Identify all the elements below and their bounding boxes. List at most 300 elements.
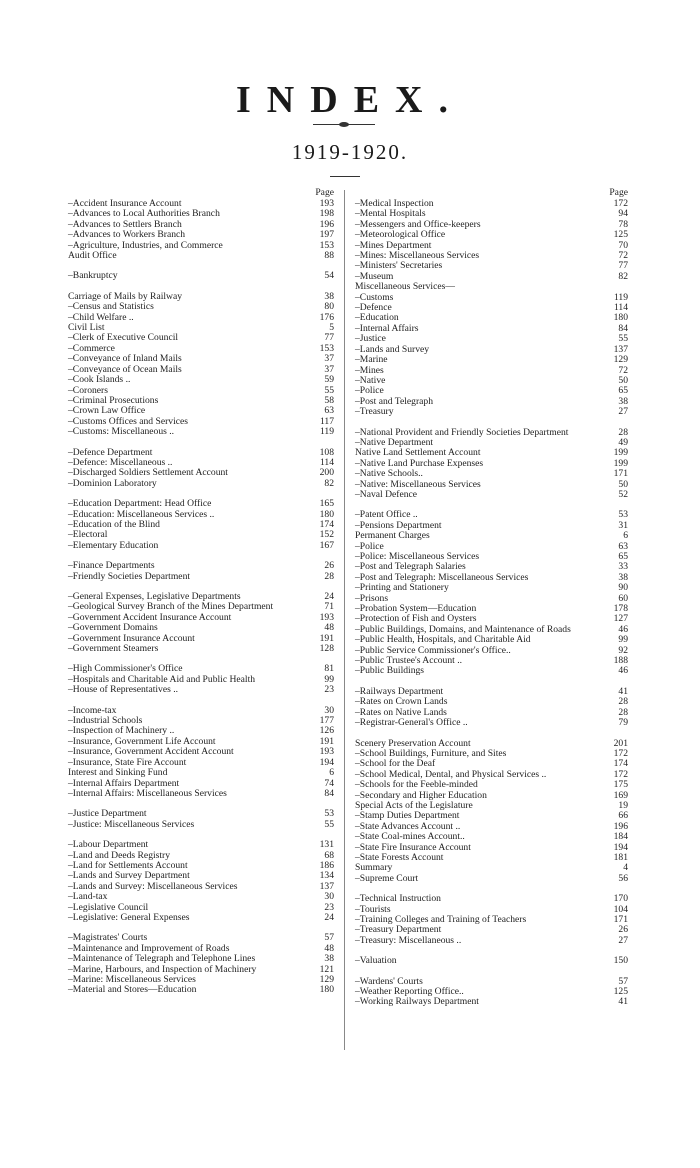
entry-title: –Census and Statistics — [68, 301, 154, 313]
entry-page-number: 56 — [618, 872, 628, 884]
entry-page-number: 196 — [613, 820, 628, 832]
entry-title: –Messengers and Office-keepers — [355, 218, 481, 230]
index-entry — [68, 789, 336, 799]
entry-page-number: 63 — [618, 540, 628, 552]
entry-page-number: 194 — [319, 756, 334, 768]
entry-title: –Lands and Survey Department — [68, 870, 190, 882]
entry-page-number: 167 — [319, 539, 334, 551]
entry-title: –Lands and Survey: Miscellaneous Services — [68, 880, 238, 892]
entry-page-number: 38 — [618, 571, 628, 583]
entry-page-number: 30 — [324, 891, 334, 903]
entry-page-number: 41 — [618, 996, 628, 1008]
entry-page-number: 68 — [324, 849, 334, 861]
entry-page-number: 55 — [324, 384, 334, 396]
entry-title: –Land for Settlements Account — [68, 859, 188, 871]
entry-title: –Cook Islands .. — [68, 374, 131, 386]
entry-page-number: 28 — [324, 570, 334, 582]
entry-page-number: 126 — [319, 725, 334, 737]
entry-page-number: 55 — [324, 818, 334, 830]
index-entry — [355, 666, 630, 676]
entry-page-number: 94 — [618, 208, 628, 220]
entry-title: –Patent Office .. — [355, 509, 418, 521]
entry-page-number: 114 — [613, 302, 628, 314]
entry-title: –Tourists — [355, 903, 391, 915]
entry-page-number: 125 — [613, 229, 628, 241]
entry-title: –Treasury: Miscellaneous .. — [355, 934, 462, 946]
entry-title: Miscellaneous Services— — [355, 281, 455, 293]
entry-title: –Labour Department — [68, 839, 149, 851]
index-entry — [68, 882, 336, 892]
entry-page-number: 184 — [613, 831, 628, 843]
column-divider — [344, 190, 345, 1050]
entry-title: –Weather Reporting Office.. — [355, 986, 464, 998]
entry-title: –Accident Insurance Account — [68, 198, 182, 209]
entry-page-number: 193 — [319, 611, 334, 623]
entry-title: –Friendly Societies Department — [68, 570, 191, 582]
entry-title: –Stamp Duties Department — [355, 810, 460, 822]
entry-title: –Government Accident Insurance Account — [68, 611, 232, 623]
entry-page-number: 33 — [618, 561, 628, 573]
entry-page-number: 178 — [613, 603, 628, 615]
entry-page-number: 194 — [613, 841, 628, 853]
entry-page-number: 153 — [319, 342, 334, 354]
entry-title: –Public Buildings, Domains, and Maintenance of Roads — [355, 623, 571, 635]
entry-page-number: 193 — [319, 746, 334, 758]
entry-title: –Geological Survey Branch of the Mines Department — [68, 601, 274, 613]
entry-title: –Police — [355, 385, 384, 397]
entry-title: –Marine: Miscellaneous Services — [68, 974, 196, 985]
entry-title: –Government Domains — [68, 622, 158, 634]
entry-page-number: 27 — [618, 406, 628, 418]
entry-title: Summary — [355, 862, 393, 874]
entry-page-number: 50 — [618, 374, 628, 386]
entry-title: –Protection of Fish and Oysters — [355, 613, 477, 625]
left-index-column — [68, 188, 336, 996]
entry-page-number: 171 — [613, 914, 628, 925]
entry-title: –Conveyance of Inland Mails — [68, 353, 182, 365]
entry-page-number: 46 — [618, 665, 628, 677]
year-heading: 1919-1920. — [291, 140, 409, 164]
entry-page-number: 58 — [324, 394, 334, 406]
index-entry — [355, 397, 630, 407]
entry-title: –Defence Department — [68, 446, 153, 458]
entry-page-number: 169 — [613, 789, 628, 801]
entry-title: –Ministers' Secretaries — [355, 260, 443, 272]
entry-title: –Internal Affairs: Miscellaneous Services — [68, 787, 227, 799]
entry-page-number: 26 — [618, 924, 628, 936]
entry-page-number: 38 — [324, 953, 334, 965]
index-entry — [355, 345, 630, 355]
index-entry — [355, 718, 630, 728]
entry-title: –Commerce — [68, 342, 115, 354]
entry-page-number: 23 — [324, 684, 334, 696]
entry-page-number: 57 — [324, 932, 334, 944]
entry-page-number: 177 — [319, 715, 334, 727]
entry-title: –Treasury — [355, 406, 394, 418]
entry-title: Permanent Charges — [355, 530, 430, 542]
index-entry — [68, 572, 336, 582]
entry-page-number: 84 — [324, 787, 334, 799]
entry-title: –Mines Department — [355, 239, 432, 251]
entry-title: –Schools for the Feeble-minded — [355, 779, 478, 791]
entry-title: –Education: Miscellaneous Services .. — [68, 508, 215, 520]
entry-title: –Post and Telegraph: Miscellaneous Services — [355, 571, 529, 583]
entry-title: Native Land Settlement Account — [355, 447, 481, 459]
entry-title: –Land-tax — [68, 891, 108, 903]
entry-title: –Native Schools.. — [355, 468, 423, 480]
entry-title: –Government Insurance Account — [68, 632, 195, 644]
entry-title: –Marine, Harbours, and Inspection of Machinery — [68, 963, 257, 975]
entry-page-number: 28 — [618, 426, 628, 438]
entry-page-number: 119 — [319, 426, 334, 438]
entry-page-number: 186 — [319, 859, 334, 871]
entry-title: –Maintenance of Telegraph and Telephone Lines — [68, 953, 256, 965]
index-entry — [68, 541, 336, 551]
entry-title: –Wardens' Courts — [355, 975, 423, 987]
entry-title: –Electoral — [68, 529, 108, 541]
index-entry — [355, 376, 630, 386]
entry-title: –School Medical, Dental, and Physical Services .. — [355, 768, 547, 780]
entry-page-number: 201 — [613, 737, 628, 749]
entry-page-number: 5 — [329, 322, 334, 334]
entry-page-number: 90 — [618, 582, 628, 594]
entry-title: –Insurance, State Fire Account — [68, 756, 187, 768]
page-column-header: Page — [609, 187, 628, 198]
entry-page-number: 88 — [324, 250, 334, 262]
entry-title: –Defence — [355, 302, 392, 314]
entry-page-number: 31 — [618, 519, 628, 531]
index-entry — [355, 531, 630, 541]
entry-page-number: 181 — [613, 851, 628, 863]
index-entry — [355, 936, 630, 946]
entry-title: –Customs — [355, 291, 394, 303]
entry-title: –Working Railways Department — [355, 996, 479, 1008]
entry-title: –High Commissioner's Office — [68, 663, 183, 675]
entry-page-number: 121 — [319, 963, 334, 975]
entry-title: –Marine — [355, 354, 388, 366]
entry-title: –Clerk of Executive Council — [68, 332, 179, 344]
entry-page-number: 131 — [319, 839, 334, 851]
index-entry — [355, 956, 630, 966]
entry-title: –Advances to Workers Branch — [68, 229, 186, 241]
entry-title: –Medical Inspection — [355, 198, 434, 209]
index-entry — [68, 820, 336, 830]
entry-page-number: 4 — [623, 862, 628, 874]
entry-title: –General Expenses, Legislative Departments — [68, 591, 241, 602]
entry-title: –National Provident and Friendly Societies Department — [355, 426, 569, 438]
entry-title: –Registrar-General's Office .. — [355, 717, 468, 729]
entry-title: –Probation System—Education — [355, 603, 477, 615]
entry-page-number: 63 — [324, 405, 334, 417]
entry-page-number: 152 — [319, 529, 334, 541]
index-entry — [355, 997, 630, 1007]
entry-page-number: 137 — [319, 880, 334, 892]
index-entry — [68, 840, 336, 850]
page-column-header: Page — [315, 187, 334, 198]
entry-page-number: 70 — [618, 239, 628, 251]
entry-page-number: 6 — [329, 767, 334, 779]
entry-page-number: 66 — [618, 810, 628, 822]
entry-page-number: 180 — [319, 984, 334, 996]
entry-page-number: 38 — [618, 395, 628, 407]
entry-title: –Post and Telegraph — [355, 395, 434, 407]
entry-page-number: 128 — [319, 643, 334, 655]
entry-page-number: 50 — [618, 478, 628, 490]
entry-title: –Advances to Local Authorities Branch — [68, 208, 220, 220]
entry-page-number: 174 — [613, 758, 628, 770]
entry-title: –Criminal Prosecutions — [68, 394, 159, 406]
entry-title: –Rates on Native Lands — [355, 706, 447, 718]
entry-title: –Pensions Department — [355, 519, 442, 531]
entry-title: –Justice Department — [68, 808, 147, 820]
entry-page-number: 57 — [618, 975, 628, 987]
entry-page-number: 153 — [319, 239, 334, 251]
index-entry — [68, 251, 336, 261]
index-entry — [355, 282, 630, 292]
index-entry — [355, 355, 630, 365]
entry-page-number: 30 — [324, 704, 334, 716]
entry-title: –Public Health, Hospitals, and Charitable Aid — [355, 634, 531, 646]
index-entry — [68, 499, 336, 509]
index-entry — [68, 271, 336, 281]
entry-title: –School for the Deaf — [355, 758, 436, 770]
entry-page-number: 27 — [618, 934, 628, 946]
entry-title: –Education — [355, 312, 399, 324]
entry-title: –Native Land Purchase Expenses — [355, 457, 484, 469]
entry-title: –Crown Law Office — [68, 405, 146, 417]
entry-title: –Naval Defence — [355, 488, 418, 500]
entry-page-number: 196 — [319, 218, 334, 230]
index-entry — [355, 407, 630, 417]
entry-title: Audit Office — [68, 250, 117, 262]
entry-title: –Finance Departments — [68, 560, 155, 572]
entry-title: –Rates on Crown Lands — [355, 696, 448, 708]
index-entry — [355, 894, 630, 904]
entry-page-number: 99 — [618, 634, 628, 646]
entry-page-number: 117 — [319, 415, 334, 427]
entry-page-number: 82 — [324, 477, 334, 489]
entry-title: –Inspection of Machinery .. — [68, 725, 175, 737]
entry-page-number: 199 — [613, 457, 628, 469]
entry-title: –Mental Hospitals — [355, 208, 426, 220]
index-entry — [355, 780, 630, 790]
page-title: INDEX. — [236, 79, 464, 121]
entry-title: –Native: Miscellaneous Services — [355, 478, 481, 490]
entry-page-number: 77 — [618, 260, 628, 272]
entry-title: –Industrial Schools — [68, 715, 143, 727]
entry-page-number: 24 — [324, 591, 334, 602]
entry-page-number: 28 — [618, 696, 628, 708]
entry-page-number: 171 — [613, 468, 628, 480]
entry-title: –Bankruptcy — [68, 270, 118, 282]
short-rule — [330, 176, 360, 177]
entry-title: –State Advances Account .. — [355, 820, 461, 832]
entry-title: –Magistrates' Courts — [68, 932, 148, 944]
entry-title: –Material and Stores—Education — [68, 984, 197, 996]
entry-title: –Justice: Miscellaneous Services — [68, 818, 195, 830]
entry-title: –Child Welfare .. — [68, 311, 134, 323]
entry-page-number: 37 — [324, 363, 334, 375]
entry-page-number: 119 — [613, 291, 628, 303]
entry-page-number: 48 — [324, 622, 334, 634]
index-entry — [68, 685, 336, 695]
entry-page-number: 150 — [613, 955, 628, 967]
entry-title: –Government Steamers — [68, 643, 159, 655]
entry-page-number: 99 — [324, 673, 334, 685]
entry-title: –Museum — [355, 270, 394, 282]
entry-page-number: 84 — [618, 322, 628, 334]
entry-page-number: 191 — [319, 632, 334, 644]
index-entry — [68, 892, 336, 902]
entry-title: –Native — [355, 374, 386, 386]
index-entry — [68, 479, 336, 489]
entry-page-number: 134 — [319, 870, 334, 882]
entry-page-number: 82 — [618, 270, 628, 282]
entry-title: –Agriculture, Industries, and Commerce — [68, 239, 223, 251]
entry-page-number: 129 — [613, 354, 628, 366]
entry-page-number: 193 — [319, 198, 334, 209]
entry-page-number: 71 — [324, 601, 334, 613]
ornamental-rule — [313, 124, 375, 125]
entry-page-number: 114 — [319, 456, 334, 468]
entry-title: –Income-tax — [68, 704, 117, 716]
index-entry — [355, 293, 630, 303]
entry-title: –Railways Department — [355, 685, 444, 697]
entry-page-number: 78 — [618, 218, 628, 230]
entry-page-number: 125 — [613, 986, 628, 998]
entry-title: –Secondary and Higher Education — [355, 789, 487, 801]
entry-page-number: 72 — [618, 364, 628, 376]
entry-page-number: 74 — [324, 777, 334, 789]
index-entry — [68, 375, 336, 385]
entry-title: –Native Department — [355, 436, 434, 448]
entry-page-number: 172 — [613, 747, 628, 759]
entry-page-number: 180 — [613, 312, 628, 324]
entry-title: –Training Colleges and Training of Teachers — [355, 914, 527, 925]
entry-title: –Lands and Survey — [355, 343, 430, 355]
entry-page-number: 197 — [319, 229, 334, 241]
entry-page-number: 180 — [319, 508, 334, 520]
entry-title: –Discharged Soldiers Settlement Account — [68, 467, 228, 479]
entry-title: –Post and Telegraph Salaries — [355, 561, 466, 573]
entry-page-number: 200 — [319, 467, 334, 479]
entry-title: Civil List — [68, 322, 105, 334]
entry-page-number: 65 — [618, 551, 628, 562]
index-entry — [355, 469, 630, 479]
index-entry — [355, 874, 630, 884]
entry-page-number: 81 — [324, 663, 334, 675]
entry-title: –Treasury Department — [355, 924, 442, 936]
entry-title: –Public Buildings — [355, 665, 425, 677]
entry-page-number: 176 — [319, 311, 334, 323]
entry-title: –Mines — [355, 364, 384, 376]
entry-title: –Insurance, Government Life Account — [68, 735, 216, 747]
entry-title: –Elementary Education — [68, 539, 159, 551]
entry-page-number: 188 — [613, 655, 628, 667]
entry-title: –Printing and Stationery — [355, 582, 449, 594]
entry-title: –Public Service Commissioner's Office.. — [355, 644, 511, 656]
entry-page-number: 92 — [618, 644, 628, 656]
index-entry — [355, 832, 630, 842]
entry-page-number: 104 — [613, 903, 628, 915]
entry-page-number: 80 — [324, 301, 334, 313]
entry-title: –Education Department: Head Office — [68, 498, 212, 510]
group-spacer — [355, 729, 630, 739]
index-entry — [355, 261, 630, 271]
entry-page-number: 55 — [618, 333, 628, 345]
entry-page-number: 191 — [319, 735, 334, 747]
index-entry — [68, 427, 336, 437]
index-entry — [68, 768, 336, 778]
index-entry — [68, 913, 336, 923]
entry-title: –Police: Miscellaneous Services — [355, 551, 480, 562]
entry-page-number: 38 — [324, 290, 334, 302]
entry-page-number: 77 — [324, 332, 334, 344]
entry-title: –Customs: Miscellaneous .. — [68, 426, 175, 438]
entry-title: –Hospitals and Charitable Aid and Public Health — [68, 673, 256, 685]
entry-page-number: 165 — [319, 498, 334, 510]
entry-title: –House of Representatives .. — [68, 684, 179, 696]
entry-page-number: 65 — [618, 385, 628, 397]
entry-title: –Legislative: General Expenses — [68, 911, 190, 923]
entry-title: –Public Trustee's Account .. — [355, 655, 462, 667]
entry-title: –Education of the Blind — [68, 518, 160, 530]
entry-page-number: 23 — [324, 901, 334, 913]
entry-page-number: 6 — [623, 530, 628, 542]
entry-page-number: 24 — [324, 911, 334, 923]
entry-title: –Supreme Court — [355, 872, 419, 884]
entry-page-number: 175 — [613, 779, 628, 791]
entry-page-number: 49 — [618, 436, 628, 448]
entry-title: Interest and Sinking Fund — [68, 767, 168, 779]
entry-page-number: 37 — [324, 353, 334, 365]
entry-title: –Meteorological Office — [355, 229, 446, 241]
entry-page-number: 19 — [618, 799, 628, 811]
entry-title: –Dominion Laboratory — [68, 477, 157, 489]
entry-page-number: 59 — [324, 374, 334, 386]
index-entry — [355, 490, 630, 500]
index-entry — [68, 985, 336, 995]
entry-page-number: 53 — [618, 509, 628, 521]
entry-title: –School Buildings, Furniture, and Sites — [355, 747, 507, 759]
entry-page-number: 172 — [613, 768, 628, 780]
entry-page-number: 170 — [613, 893, 628, 905]
entry-title: –Technical Instruction — [355, 893, 441, 905]
entry-page-number: 198 — [319, 208, 334, 220]
entry-title: –Valuation — [355, 955, 397, 967]
index-entry — [68, 520, 336, 530]
index-entry — [355, 853, 630, 863]
entry-page-number: 137 — [613, 343, 628, 355]
entry-title: –State Forests Account — [355, 851, 444, 863]
entry-page-number: 26 — [324, 560, 334, 572]
entry-title: –Prisons — [355, 592, 389, 604]
index-entry — [68, 644, 336, 654]
entry-title: –Customs Offices and Services — [68, 415, 188, 427]
entry-title: –Insurance, Government Accident Account — [68, 746, 234, 758]
entry-page-number: 41 — [618, 685, 628, 697]
entry-title: –Justice — [355, 333, 386, 345]
entry-title: –Mines: Miscellaneous Services — [355, 250, 480, 262]
entry-page-number: 127 — [613, 613, 628, 625]
entry-title: –Internal Affairs — [355, 322, 419, 334]
entry-title: –Advances to Settlers Branch — [68, 218, 182, 230]
entry-title: –State Fire Insurance Account — [355, 841, 471, 853]
entry-page-number: 79 — [618, 717, 628, 729]
entry-page-number: 199 — [613, 447, 628, 459]
entry-title: Scenery Preservation Account — [355, 737, 471, 749]
entry-title: –Internal Affairs Department — [68, 777, 180, 789]
